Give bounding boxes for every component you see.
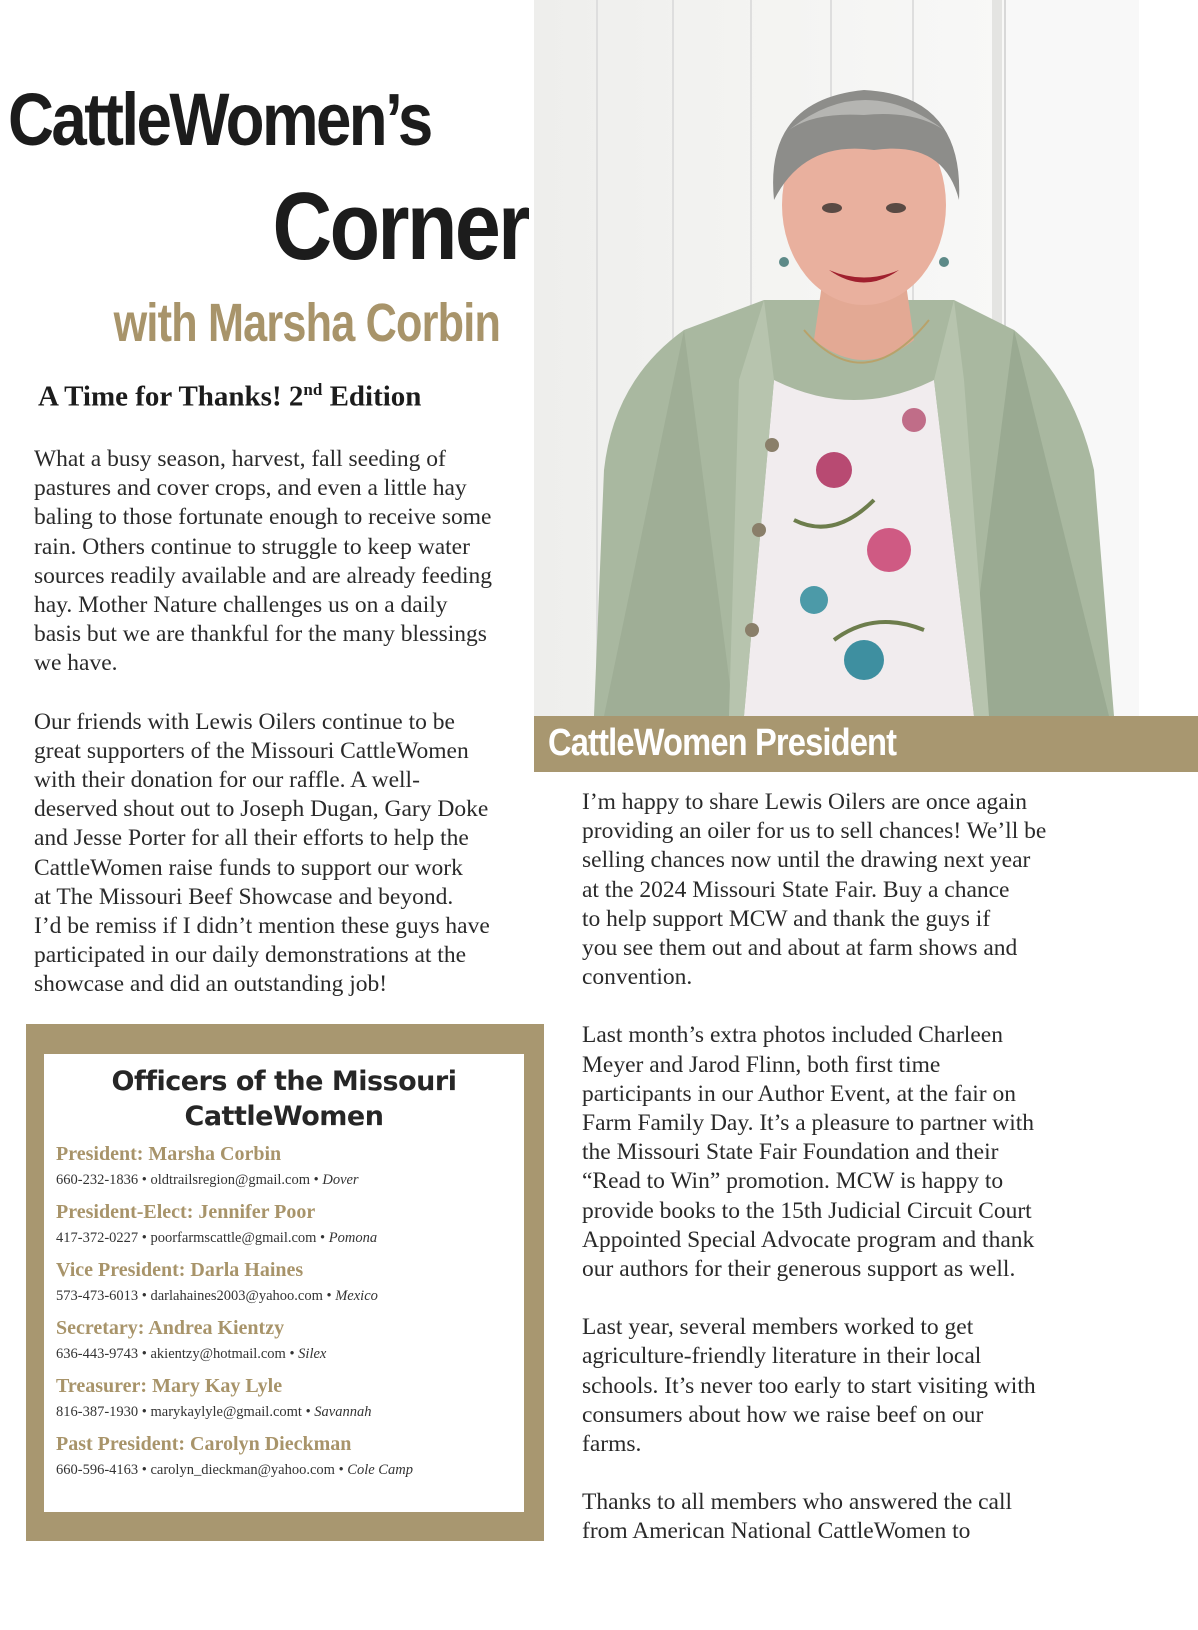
officer-town: Cole Camp bbox=[347, 1462, 413, 1478]
title-corner: Corner bbox=[272, 173, 528, 280]
right-column bbox=[582, 788, 1102, 1576]
officer-town: Mexico bbox=[335, 1288, 378, 1304]
officer-town: Silex bbox=[298, 1346, 327, 1362]
officer-contact bbox=[56, 1342, 524, 1366]
officer-contact bbox=[56, 1400, 524, 1424]
officer-role: Vice President: Darla Haines bbox=[56, 1259, 304, 1281]
officer-contact-info: 660-232-1836 • oldtrailsregion@gmail.com • bbox=[56, 1172, 323, 1188]
paragraph: What a busy season, harvest, fall seeding of pastures and cover crops, and even a little hay baling to those fortunate enough to receive some rain. Others continue to struggle to keep water sources readily available and are already feeding hay. Mother Nature challenges us on a daily basis but we are thankful for the many blessings we have. bbox=[34, 446, 493, 677]
officer-role: Past President: Carolyn Dieckman bbox=[56, 1433, 352, 1455]
officer-contact bbox=[56, 1226, 524, 1250]
officers-box bbox=[26, 1024, 544, 1541]
officer-contact-info: 417-372-0227 • poorfarmscattle@gmail.com • bbox=[56, 1230, 329, 1246]
paragraph: Thanks to all members who answered the call from American National CattleWomen to bbox=[582, 1489, 1013, 1545]
officers-title-line2: CattleWomen bbox=[184, 1101, 384, 1132]
paragraph: Last month’s extra photos included Charleen Meyer and Jarod Flinn, both first time participants in our Author Event, at the fair on Farm Family Day. It’s a pleasure to partner with the Missouri State Fair Foundation and their “Read to Win” promotion. MCW is happy to provide books to the 15th Judicial Circuit Court Appointed Special Advocate program and thank our authors for their generous support as well. bbox=[582, 1022, 1035, 1283]
officer-role: Secretary: Andrea Kientzy bbox=[56, 1317, 285, 1339]
woman-portrait-illustration bbox=[534, 0, 1139, 716]
officer-entry bbox=[56, 1430, 524, 1482]
headline-superscript: nd bbox=[303, 380, 323, 399]
officer-contact-info: 573-473-6013 • darlahaines2003@yahoo.com • bbox=[56, 1288, 336, 1304]
officer-contact bbox=[56, 1168, 524, 1192]
officers-title bbox=[44, 1064, 524, 1134]
officer-contact-info: 660-596-4163 • carolyn_dieckman@yahoo.com • bbox=[56, 1462, 348, 1478]
officer-contact-info: 816-387-1930 • marykaylyle@gmail.comt • bbox=[56, 1404, 315, 1420]
officer-town: Dover bbox=[322, 1172, 359, 1188]
paragraph: I’m happy to share Lewis Oilers are once again providing an oiler for us to sell chances! We’ll be selling chances now until the drawing next year at the 2024 Missouri State Fair. Buy a chance to help support MCW and thank the guys if you see them out and about at farm shows and convention. bbox=[582, 789, 1047, 991]
officer-town: Pomona bbox=[328, 1230, 378, 1246]
headline-text-end: Edition bbox=[322, 380, 422, 413]
headline-text: A Time for Thanks! 2 bbox=[38, 380, 304, 413]
president-banner bbox=[534, 716, 1198, 772]
officer-entry bbox=[56, 1140, 524, 1192]
officers-panel bbox=[44, 1054, 524, 1512]
officer-entry bbox=[56, 1314, 524, 1366]
officer-contact-info: 636-443-9743 • akientzy@hotmail.com • bbox=[56, 1346, 299, 1362]
title-cattlewomens: CattleWomen’s bbox=[8, 78, 431, 161]
officer-entry bbox=[56, 1198, 524, 1250]
byline: with Marsha Corbin bbox=[113, 293, 500, 353]
officer-role: President: Marsha Corbin bbox=[56, 1143, 282, 1165]
officer-role: Treasurer: Mary Kay Lyle bbox=[56, 1375, 283, 1397]
banner-title: CattleWomen President bbox=[548, 722, 897, 764]
officer-contact bbox=[56, 1284, 524, 1308]
article-headline bbox=[38, 380, 421, 414]
paragraph: Our friends with Lewis Oilers continue to be great supporters of the Missouri CattleWomen with their donation for our raffle. A well- deserved shout out to Joseph Dugan, Gary Doke and Jesse Porter for all their efforts to help the CattleWomen raise funds to support our work at The Missouri Beef Showcase and beyond. I’d be remiss if I didn’t mention these guys have participated in our daily demonstrations at the showcase and did an outstanding job! bbox=[34, 708, 490, 998]
officer-contact bbox=[56, 1458, 524, 1482]
officer-entry bbox=[56, 1372, 524, 1424]
officer-role: President-Elect: Jennifer Poor bbox=[56, 1201, 316, 1223]
officers-title-line1: Officers of the Missouri bbox=[111, 1066, 457, 1097]
left-column bbox=[34, 445, 534, 1029]
officer-town: Savannah bbox=[314, 1404, 372, 1420]
paragraph: Last year, several members worked to get agriculture-friendly literature in their local schools. It’s never too early to start visiting with consumers about how we raise beef on our farms. bbox=[582, 1314, 1036, 1458]
president-photo bbox=[534, 0, 1139, 716]
officer-entry bbox=[56, 1256, 524, 1308]
